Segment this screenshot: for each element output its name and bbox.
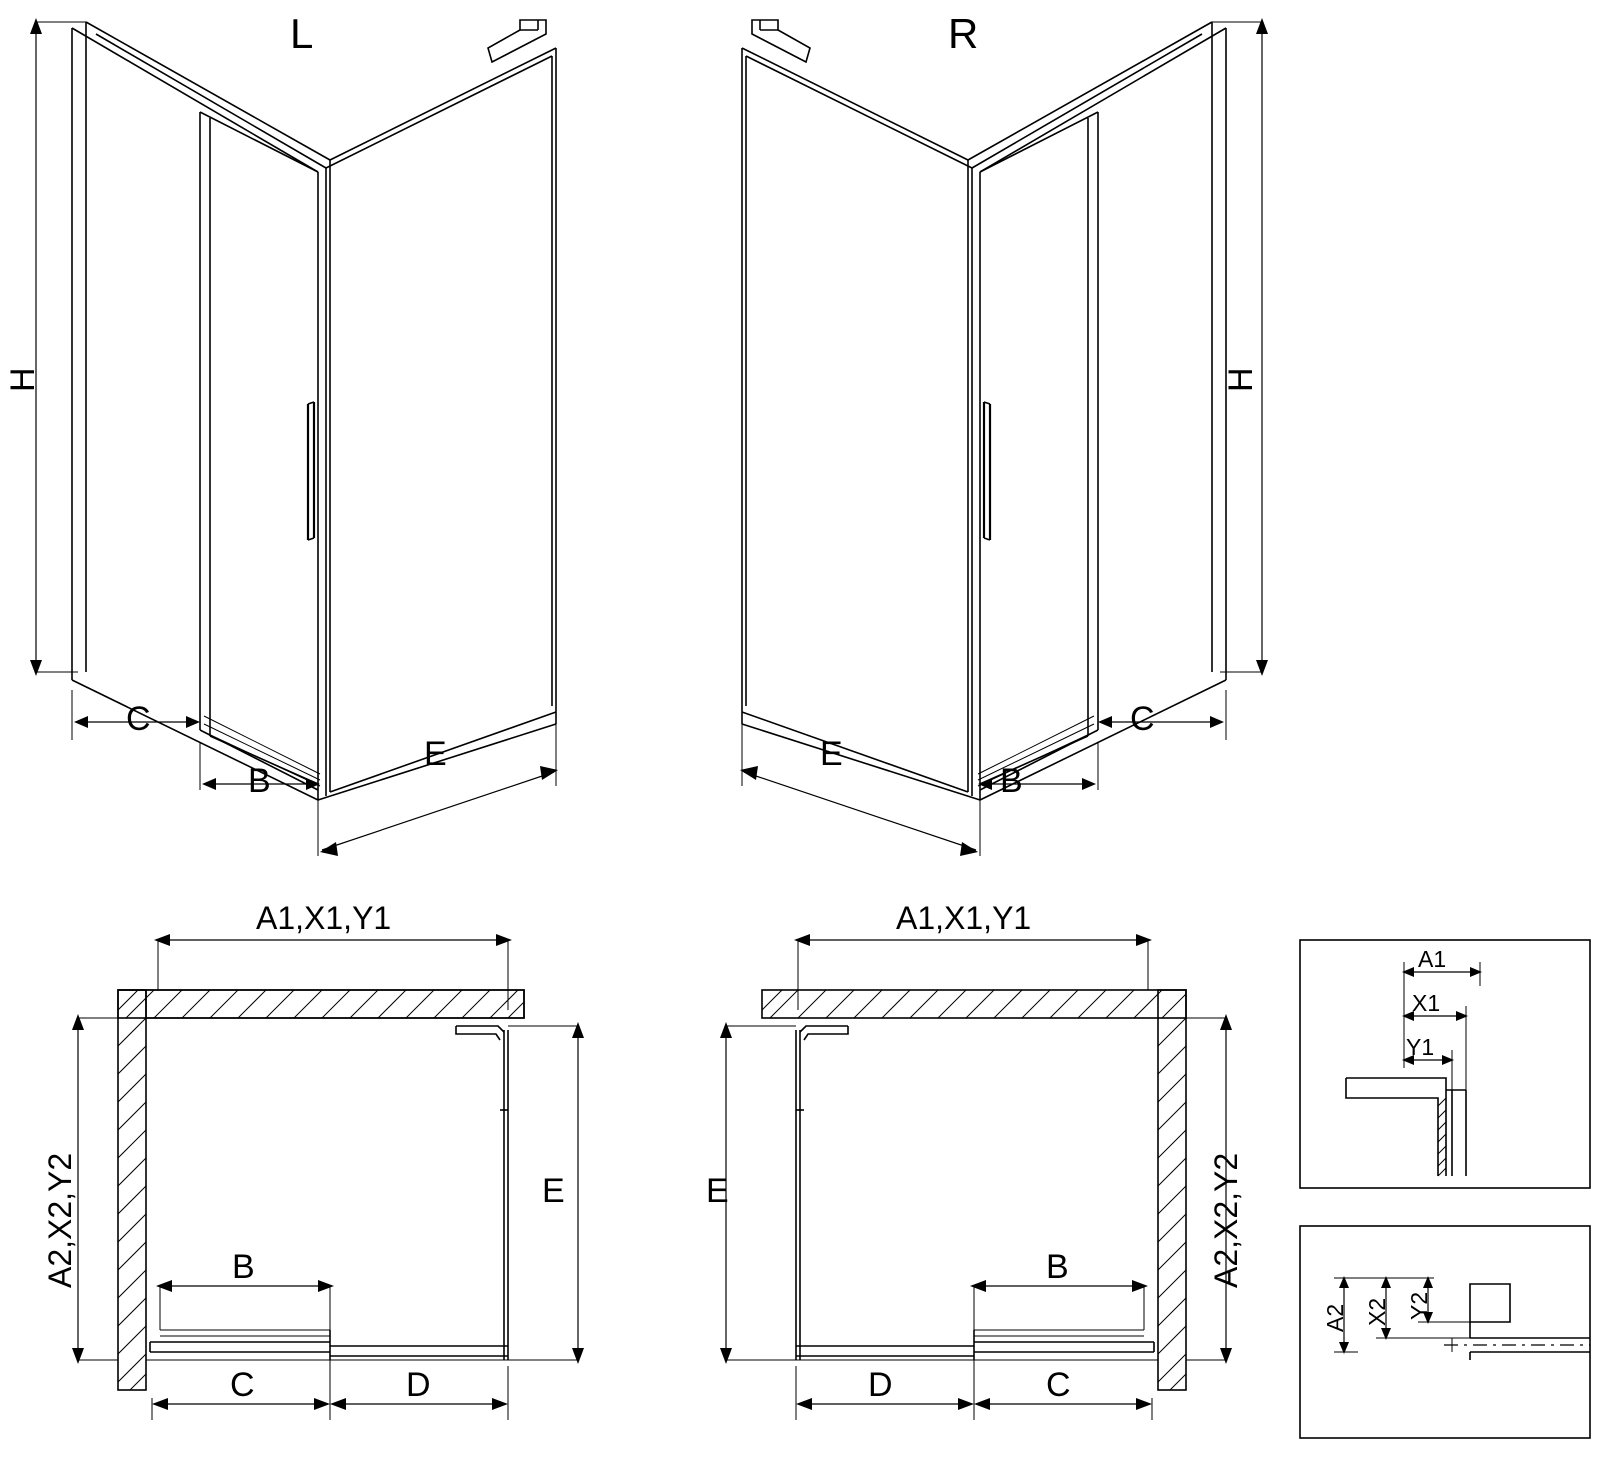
plan-left-c-label: C bbox=[230, 1366, 255, 1404]
plan-right-top-dim-label: A1,X1,Y1 bbox=[896, 900, 1032, 936]
iso-view-left bbox=[30, 18, 558, 856]
iso-right-e-label: E bbox=[820, 735, 843, 773]
iso-left-e-label: E bbox=[424, 735, 447, 773]
iso-left-c-label: C bbox=[126, 700, 151, 738]
detail-top-a1-label: A1 bbox=[1418, 946, 1447, 972]
plan-right-b-label: B bbox=[1046, 1248, 1069, 1286]
iso-right-c-label: C bbox=[1130, 700, 1155, 738]
plan-right-side-dim-label: A2,X2,Y2 bbox=[1208, 1152, 1244, 1288]
plan-right-c-label: C bbox=[1046, 1366, 1071, 1404]
plan-left-d-label: D bbox=[406, 1366, 431, 1404]
plan-right-e-label: E bbox=[706, 1172, 729, 1210]
iso-left-title: L bbox=[290, 10, 314, 57]
detail-top-x1-label: X1 bbox=[1412, 990, 1441, 1016]
detail-bottom-x2-label: X2 bbox=[1364, 1297, 1390, 1326]
plan-left-b-label: B bbox=[232, 1248, 255, 1286]
iso-right-b-label: B bbox=[1000, 762, 1023, 800]
iso-view-right bbox=[740, 18, 1268, 856]
detail-view-bottom bbox=[1300, 1226, 1590, 1438]
detail-bottom-a2-label: A2 bbox=[1322, 1303, 1348, 1332]
iso-right-title: R bbox=[948, 10, 979, 57]
plan-right-d-label: D bbox=[868, 1366, 893, 1404]
iso-left-height-label: H bbox=[4, 367, 42, 392]
plan-left-e-label: E bbox=[542, 1172, 565, 1210]
plan-view-left bbox=[72, 934, 584, 1420]
iso-left-b-label: B bbox=[248, 762, 271, 800]
plan-view-right bbox=[720, 934, 1232, 1420]
detail-view-top bbox=[1300, 940, 1590, 1188]
detail-bottom-y2-label: Y2 bbox=[1406, 1291, 1432, 1320]
plan-left-top-dim-label: A1,X1,Y1 bbox=[256, 900, 392, 936]
iso-right-height-label: H bbox=[1222, 367, 1260, 392]
detail-top-y1-label: Y1 bbox=[1406, 1034, 1435, 1060]
plan-left-side-dim-label: A2,X2,Y2 bbox=[42, 1152, 78, 1288]
